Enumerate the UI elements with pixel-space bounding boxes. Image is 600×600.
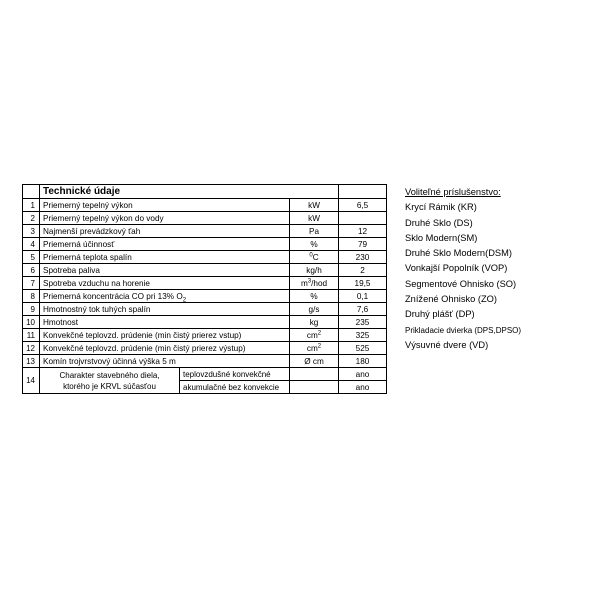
unit-text: kg/h: [306, 265, 322, 275]
unit-text: C: [312, 252, 319, 262]
unit-text: kW: [308, 200, 320, 210]
row-number: 7: [23, 277, 40, 290]
table-row-14: [23, 368, 387, 381]
table-row: [23, 316, 387, 329]
accessory-item: Krycí Rámik (KR): [405, 202, 477, 213]
row-label: [40, 238, 290, 251]
row-label-text: Konvekčné teplovzd. prúdenie (min čistý prierez výstup): [43, 343, 246, 353]
row-number: 10: [23, 316, 40, 329]
unit-text: %: [310, 239, 318, 249]
unit-text: %: [310, 291, 318, 301]
row-number: 3: [23, 225, 40, 238]
row-label: [40, 329, 290, 342]
row-unit: [290, 342, 339, 355]
row-number: 14: [23, 368, 40, 394]
row-value: [339, 212, 387, 225]
accessory-item: Druhé Sklo Modern(DSM): [405, 248, 512, 259]
row-label-text: Priemerná koncentrácia CO pri 13% O: [43, 291, 183, 301]
row-value: 525: [339, 342, 387, 355]
table-row: [23, 329, 387, 342]
row-unit: [290, 381, 339, 394]
row-number: 13: [23, 355, 40, 368]
row-unit: [290, 264, 339, 277]
row-label: [40, 316, 290, 329]
accessory-item: Prikladacie dvierka (DPS,DPSO): [405, 325, 522, 335]
accessory-item: Sklo Modern(SM): [405, 232, 478, 243]
row-label-text: Najmenší prevádzkový ťah: [43, 226, 141, 236]
row-label: [40, 290, 290, 303]
row-unit: [290, 199, 339, 212]
row-value: 180: [339, 355, 387, 368]
row-label: [40, 264, 290, 277]
unit-text: g/s: [308, 304, 320, 314]
row-unit: [290, 303, 339, 316]
table-row: [23, 355, 387, 368]
row-value: 6,5: [339, 199, 387, 212]
row-label: [40, 277, 290, 290]
row-number: 9: [23, 303, 40, 316]
unit-text: cm: [306, 343, 318, 353]
unit-text: kg: [309, 317, 319, 327]
construction-type-accumulating: akumulačné bez konvekcie: [180, 381, 290, 394]
accessories-title: Voliteľné príslušenstvo:: [405, 187, 501, 197]
table-row: [23, 277, 387, 290]
row-label-text: Spotreba paliva: [43, 265, 100, 275]
row-label: [40, 342, 290, 355]
optional-accessories-list: [405, 185, 521, 353]
table-header-row: [23, 185, 387, 199]
row-unit: [290, 225, 339, 238]
unit-superscript: 3: [307, 277, 312, 284]
row-unit: [290, 212, 339, 225]
row-number: 4: [23, 238, 40, 251]
accessory-item: Výsuvné dvere (VD): [405, 339, 489, 350]
specs-title: Technické údaje: [40, 185, 290, 199]
unit-superscript: 2: [317, 342, 322, 349]
row-number: 1: [23, 199, 40, 212]
row-value: 325: [339, 329, 387, 342]
accessory-item: Druhý plášť (DP): [405, 309, 475, 320]
row-value: 12: [339, 225, 387, 238]
table-row: [23, 212, 387, 225]
table-row: [23, 199, 387, 212]
header-blank-cell: [339, 185, 387, 199]
accessory-item: Segmentové Ohnisko (SO): [405, 278, 517, 289]
row-label-text: Priemerná účinnosť: [43, 239, 115, 249]
row-number: 11: [23, 329, 40, 342]
row-label: [40, 199, 290, 212]
row-unit: [290, 368, 339, 381]
table-row: [23, 303, 387, 316]
row-unit: [290, 277, 339, 290]
construction-character-line-1: Charakter stavebného diela,: [59, 370, 160, 380]
header-blank-cell: [290, 185, 339, 199]
table-row: [23, 225, 387, 238]
row-number: 8: [23, 290, 40, 303]
unit-suffix: /hod: [311, 278, 328, 288]
unit-text: Ø cm: [304, 356, 324, 366]
table-row: [23, 342, 387, 355]
construction-character-label: [40, 368, 180, 394]
accessory-item: Znížené Ohnisko (ZO): [405, 294, 497, 305]
unit-prefix-superscript: 0: [309, 251, 313, 258]
row-label: [40, 212, 290, 225]
table-row: [23, 238, 387, 251]
row-value: 230: [339, 251, 387, 264]
row-label-text: Priemerný tepelný výkon do vody: [43, 213, 164, 223]
row-unit: [290, 290, 339, 303]
technical-specs-table: [22, 184, 387, 394]
row-label: [40, 251, 290, 264]
construction-character-line-2: ktorého je KRVL súčasťou: [63, 381, 156, 391]
construction-type-convective: teplovzdušné konvekčné: [180, 368, 290, 381]
row-value: 2: [339, 264, 387, 277]
row-value: 235: [339, 316, 387, 329]
unit-text: Pa: [309, 226, 320, 236]
row-number: 6: [23, 264, 40, 277]
row-value: 79: [339, 238, 387, 251]
row-number: 2: [23, 212, 40, 225]
row-label: [40, 303, 290, 316]
row-label-text: Hmotnost: [43, 317, 79, 327]
table-row: [23, 290, 387, 303]
row-number: 12: [23, 342, 40, 355]
row-label-text: Priemerný tepelný výkon: [43, 200, 133, 210]
unit-text: m: [300, 278, 308, 288]
unit-superscript: 2: [317, 329, 322, 336]
row-unit: [290, 238, 339, 251]
row-unit: [290, 329, 339, 342]
table-row: [23, 264, 387, 277]
row-value: 7,6: [339, 303, 387, 316]
construction-type-accumulating-value: ano: [339, 381, 387, 394]
row-label: [40, 355, 290, 368]
row-unit: [290, 251, 339, 264]
row-label: [40, 225, 290, 238]
row-number: 5: [23, 251, 40, 264]
row-label-text: Spotreba vzduchu na horenie: [43, 278, 150, 288]
row-label-text: Priemerná teplota spalín: [43, 252, 132, 262]
row-value: 0,1: [339, 290, 387, 303]
table-row: [23, 251, 387, 264]
row-label-text: Konvekčné teplovzd. prúdenie (min čistý prierez vstup): [43, 330, 242, 340]
row-label-text: Komín trojvrstvový účinná výška 5 m: [43, 356, 176, 366]
unit-text: cm: [306, 330, 318, 340]
row-unit: [290, 355, 339, 368]
accessory-item: Vonkajší Popolník (VOP): [405, 263, 508, 274]
header-blank-cell: [23, 185, 40, 199]
row-unit: [290, 316, 339, 329]
construction-type-convective-value: ano: [339, 368, 387, 381]
row-label-text: Hmotnostný tok tuhých spalín: [43, 304, 151, 314]
accessory-item: Druhé Sklo (DS): [405, 217, 473, 228]
row-value: 19,5: [339, 277, 387, 290]
row-label-subscript: 2: [182, 297, 187, 303]
unit-text: kW: [308, 213, 320, 223]
